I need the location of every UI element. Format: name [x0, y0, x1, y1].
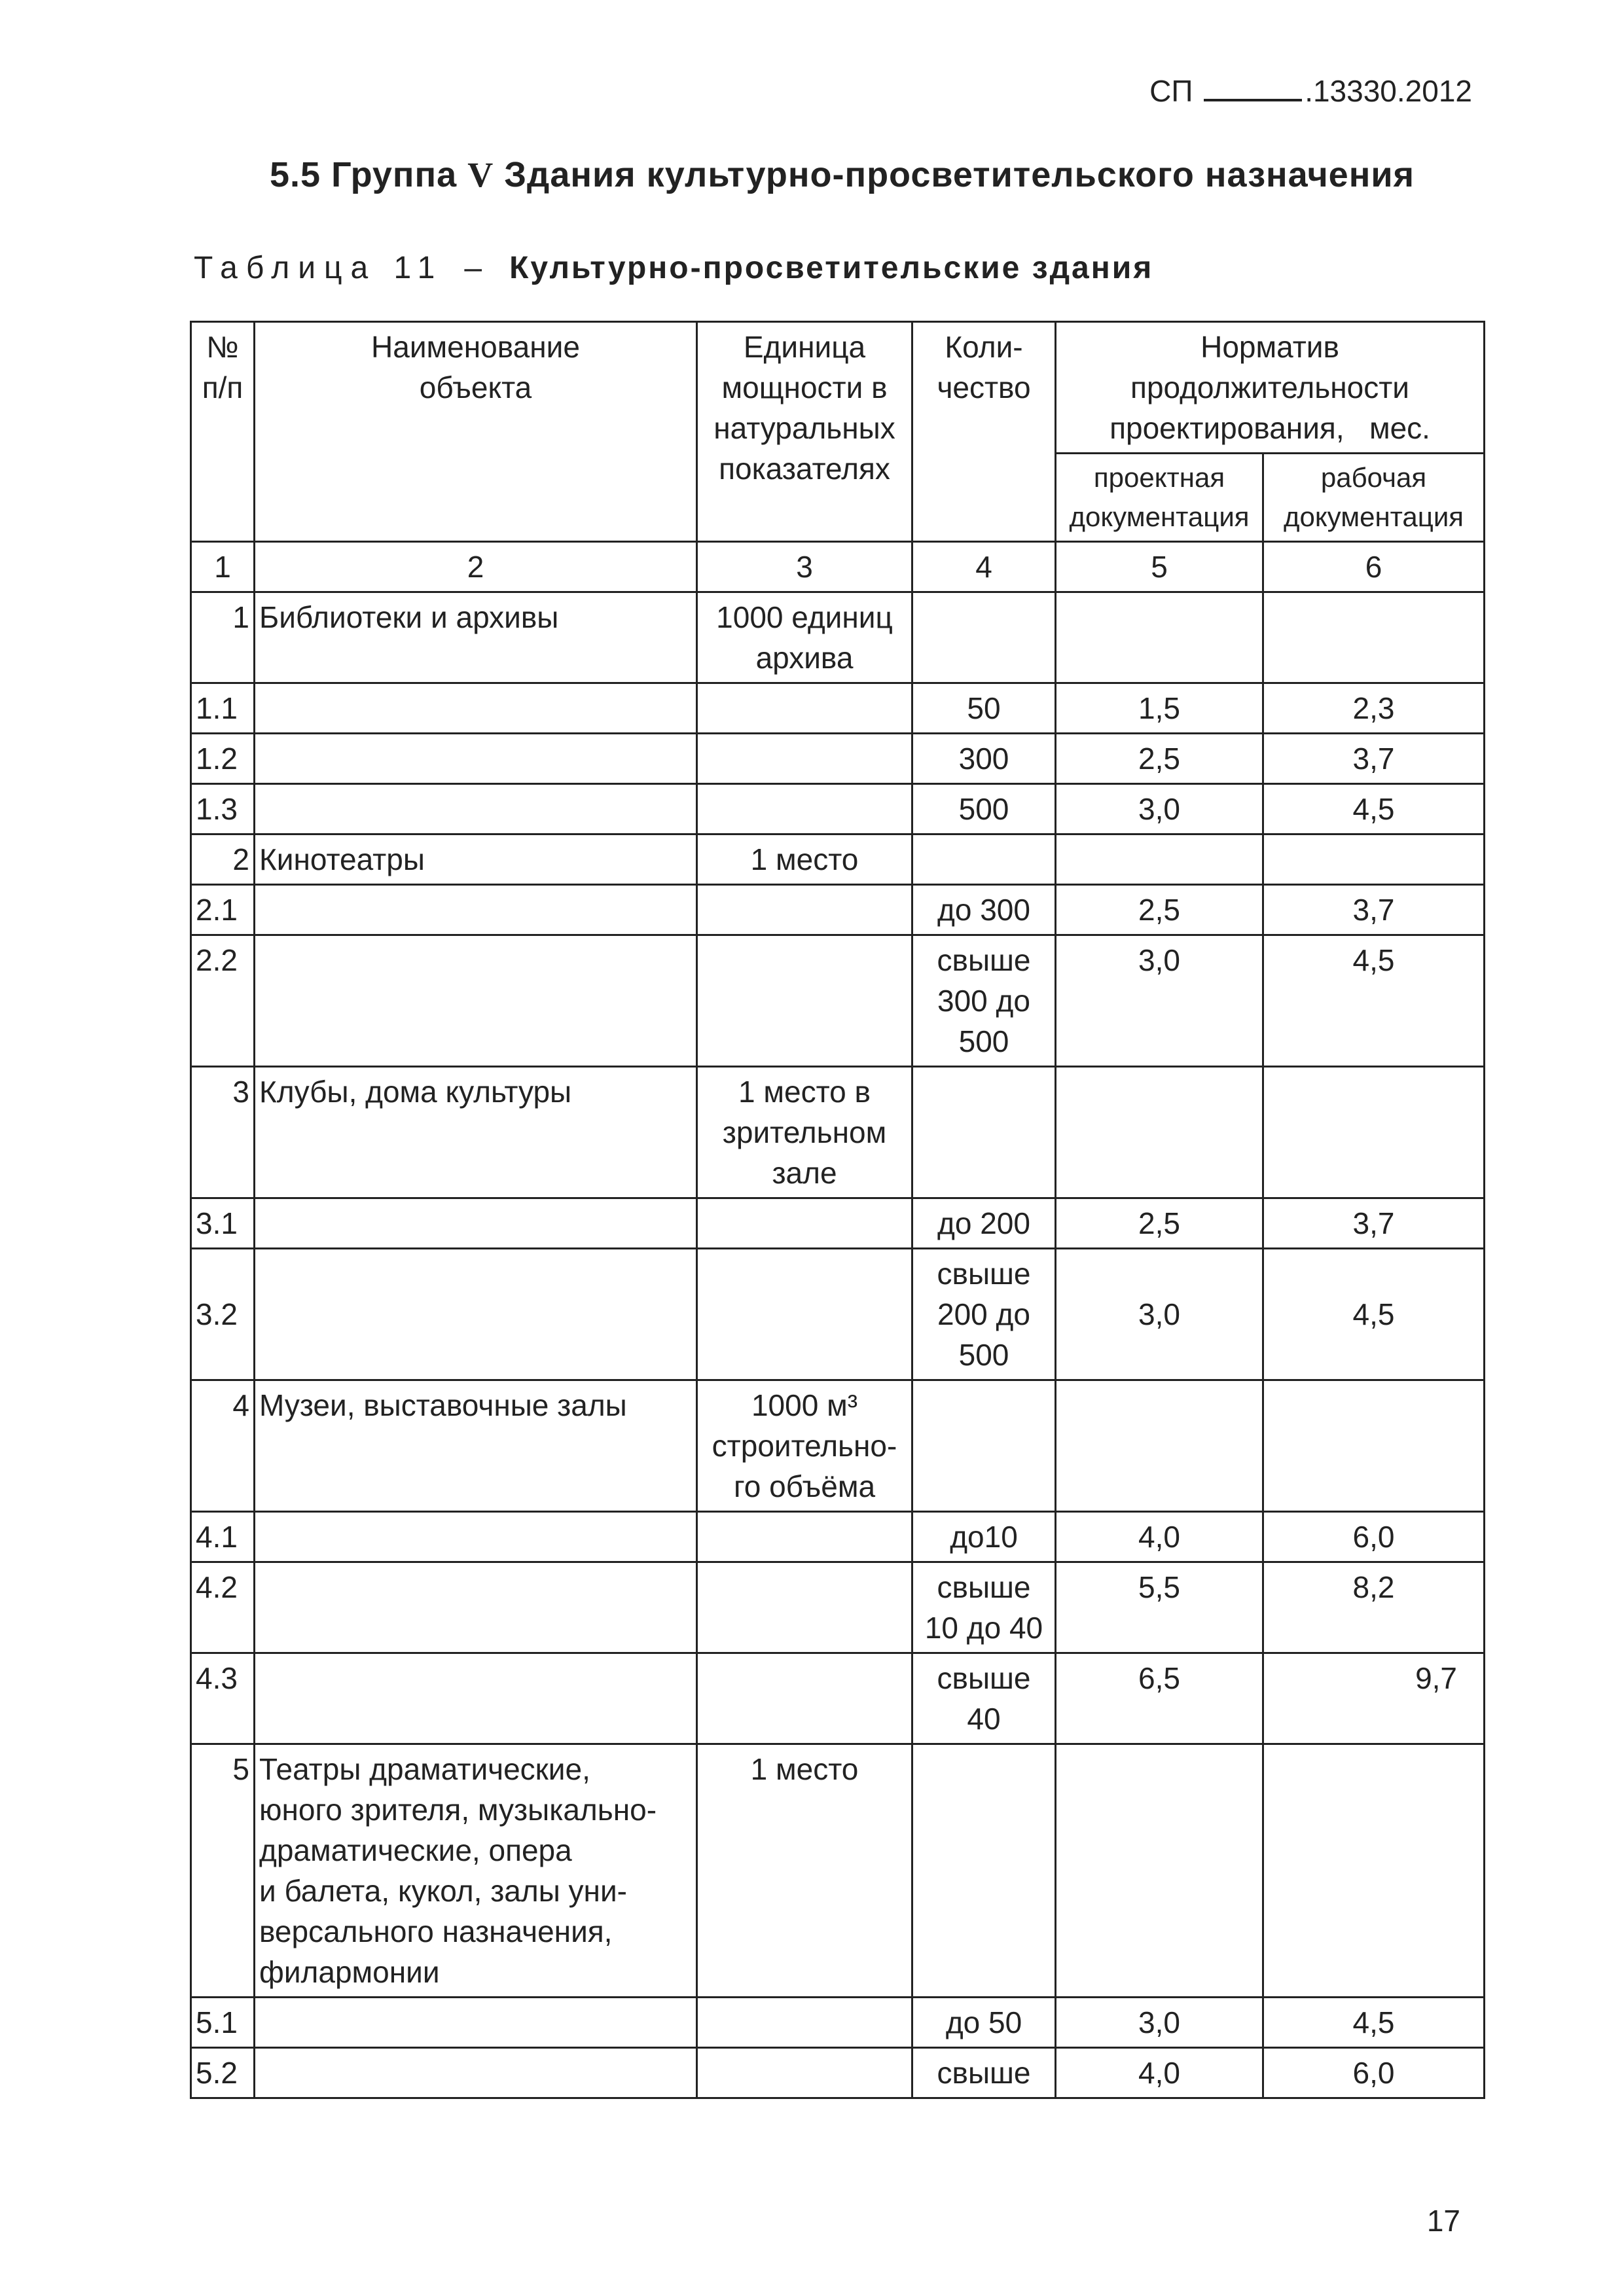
- cell-project-doc: [1056, 1380, 1263, 1512]
- cell-name: [255, 1198, 697, 1249]
- cell-line: зрительном: [722, 1115, 887, 1149]
- cell-name: [255, 1744, 697, 1998]
- cell-name: [255, 683, 697, 734]
- table-row: [191, 734, 1485, 784]
- cell-line: 500: [958, 1338, 1009, 1372]
- cell-no: 4.1: [191, 1512, 255, 1562]
- cell-unit: [697, 734, 912, 784]
- cell-project-doc: 6,5: [1056, 1653, 1263, 1744]
- header-qty: Коли- чество: [912, 322, 1056, 542]
- table-row: [191, 885, 1485, 935]
- cell-qty: [912, 1198, 1056, 1249]
- cell-no: 1.1: [191, 683, 255, 734]
- cell-name: [255, 592, 697, 683]
- cell-line: Библиотеки и архивы: [259, 600, 559, 634]
- cell-qty: [912, 784, 1056, 834]
- cell-line: свыше: [937, 2056, 1031, 2090]
- cell-work-doc: 4,5: [1263, 935, 1485, 1067]
- cell-name: [255, 1998, 697, 2048]
- cell-line: 300: [958, 742, 1009, 776]
- cell-name: [255, 784, 697, 834]
- cell-line: 1 место: [750, 1752, 859, 1786]
- column-number: 4: [912, 542, 1056, 592]
- cell-unit: [697, 1744, 912, 1998]
- cell-no: 1: [191, 592, 255, 683]
- table-row: [191, 1249, 1485, 1380]
- cell-line: 10 до 40: [924, 1611, 1043, 1645]
- table-row: [191, 1380, 1485, 1512]
- page-number: 17: [1426, 2204, 1460, 2238]
- header-work-doc: рабочая документация: [1263, 454, 1485, 542]
- cell-name: [255, 1380, 697, 1512]
- table-row: [191, 592, 1485, 683]
- cell-qty: [912, 1998, 1056, 2048]
- code-suffix: .13330.2012: [1305, 74, 1472, 108]
- cell-qty: [912, 1653, 1056, 1744]
- table-row: [191, 834, 1485, 885]
- cell-work-doc: 4,5: [1263, 1998, 1485, 2048]
- cell-name: [255, 834, 697, 885]
- header-norm: Норматив продолжительности проектирования, мес.: [1056, 322, 1485, 454]
- cell-line: 1000 единиц: [716, 600, 893, 634]
- cell-line: архива: [755, 641, 854, 675]
- cell-line: до 300: [937, 893, 1030, 927]
- cell-project-doc: 5,5: [1056, 1562, 1263, 1653]
- cell-unit: [697, 1512, 912, 1562]
- table-row: [191, 1067, 1485, 1198]
- cell-line: свыше: [937, 1257, 1031, 1291]
- table-row: [191, 1512, 1485, 1562]
- cell-work-doc: 6,0: [1263, 1512, 1485, 1562]
- cell-no: 5: [191, 1744, 255, 1998]
- cell-name: [255, 1512, 697, 1562]
- header-name: Наименование объекта: [255, 322, 697, 542]
- cell-line: строительно-: [712, 1429, 897, 1463]
- table-row: [191, 935, 1485, 1067]
- column-number: 3: [697, 542, 912, 592]
- cell-unit: [697, 1653, 912, 1744]
- cell-no: 1.2: [191, 734, 255, 784]
- cell-project-doc: 4,0: [1056, 1512, 1263, 1562]
- cell-qty: [912, 1512, 1056, 1562]
- cell-line: юного зрителя, музыкально-: [259, 1793, 657, 1827]
- cell-line: свыше: [937, 1661, 1031, 1695]
- cell-qty: [912, 592, 1056, 683]
- cell-work-doc: 2,3: [1263, 683, 1485, 734]
- cell-work-doc: 4,5: [1263, 784, 1485, 834]
- cell-unit: [697, 1998, 912, 2048]
- cell-name: [255, 935, 697, 1067]
- cell-line: 1 место: [750, 842, 859, 876]
- cell-project-doc: 3,0: [1056, 784, 1263, 834]
- column-number-row: [191, 542, 1485, 592]
- cell-work-doc: 6,0: [1263, 2048, 1485, 2098]
- table-caption-name: Культурно-просветительские здания: [509, 251, 1154, 285]
- cell-work-doc: [1263, 834, 1485, 885]
- cell-line: и балета, кукол, залы уни-: [259, 1874, 627, 1908]
- cell-qty: [912, 1067, 1056, 1198]
- header-project-doc: проектная документация: [1056, 454, 1263, 542]
- cell-project-doc: 3,0: [1056, 1249, 1263, 1380]
- cell-qty: [912, 885, 1056, 935]
- cell-no: 3.1: [191, 1198, 255, 1249]
- cell-project-doc: 3,0: [1056, 1998, 1263, 2048]
- section-title-end: Здания культурно-просветительского назначения: [494, 155, 1415, 194]
- cell-work-doc: [1263, 1380, 1485, 1512]
- cell-no: 4.3: [191, 1653, 255, 1744]
- cell-no: 5.1: [191, 1998, 255, 2048]
- cell-unit: [697, 935, 912, 1067]
- cell-work-doc: 9,7: [1263, 1653, 1485, 1744]
- table-row: [191, 1653, 1485, 1744]
- table-caption: [194, 250, 1153, 286]
- cell-line: филармонии: [259, 1955, 440, 1989]
- column-number: 6: [1263, 542, 1485, 592]
- cell-no: 5.2: [191, 2048, 255, 2098]
- cell-line: до 50: [945, 2005, 1022, 2039]
- cell-name: [255, 885, 697, 935]
- cell-qty: [912, 734, 1056, 784]
- cell-line: Клубы, дома культуры: [259, 1075, 572, 1109]
- table-row: [191, 784, 1485, 834]
- cell-work-doc: [1263, 1744, 1485, 1998]
- cell-work-doc: 4,5: [1263, 1249, 1485, 1380]
- code-blank-line: [1204, 79, 1302, 101]
- cell-project-doc: 3,0: [1056, 935, 1263, 1067]
- cell-no: 4: [191, 1380, 255, 1512]
- cell-line: свыше: [937, 943, 1031, 977]
- cell-line: 500: [958, 792, 1009, 826]
- table-row: [191, 683, 1485, 734]
- cell-line: Театры драматические,: [259, 1752, 590, 1786]
- cell-line: версального назначения,: [259, 1914, 613, 1948]
- cell-line: 40: [967, 1702, 1001, 1736]
- header-row-1: [191, 322, 1485, 454]
- cell-line: Музеи, выставочные залы: [259, 1388, 627, 1422]
- cell-work-doc: [1263, 592, 1485, 683]
- cell-qty: [912, 834, 1056, 885]
- cell-project-doc: [1056, 592, 1263, 683]
- cell-line: драматические, опера: [259, 1833, 572, 1867]
- cell-work-doc: 3,7: [1263, 734, 1485, 784]
- cell-unit: [697, 885, 912, 935]
- document-code: [1149, 73, 1472, 109]
- table-caption-dash: –: [464, 251, 482, 285]
- cell-unit: [697, 592, 912, 683]
- section-roman-numeral: V: [467, 155, 494, 194]
- cell-unit: [697, 1249, 912, 1380]
- cell-line: 300 до: [937, 984, 1030, 1018]
- header-no: № п/п: [191, 322, 255, 542]
- column-number: 2: [255, 542, 697, 592]
- cell-name: [255, 2048, 697, 2098]
- cell-name: [255, 1562, 697, 1653]
- cell-line: до10: [950, 1520, 1018, 1554]
- cell-unit: [697, 1198, 912, 1249]
- cell-name: [255, 734, 697, 784]
- header-unit: Единица мощности в натуральных показателях: [697, 322, 912, 542]
- cell-qty: [912, 1744, 1056, 1998]
- cell-project-doc: 2,5: [1056, 734, 1263, 784]
- column-number: 5: [1056, 542, 1263, 592]
- column-number: 1: [191, 542, 255, 592]
- cell-no: 3: [191, 1067, 255, 1198]
- table-row: [191, 2048, 1485, 2098]
- cell-no: 2.2: [191, 935, 255, 1067]
- cell-project-doc: 2,5: [1056, 1198, 1263, 1249]
- cell-unit: [697, 784, 912, 834]
- cell-line: 1 место в: [738, 1075, 871, 1109]
- cell-project-doc: [1056, 834, 1263, 885]
- cell-line: Кинотеатры: [259, 842, 425, 876]
- cell-qty: [912, 1562, 1056, 1653]
- section-title: [270, 154, 1415, 195]
- cell-line: 200 до: [937, 1297, 1030, 1331]
- cell-qty: [912, 935, 1056, 1067]
- cell-name: [255, 1249, 697, 1380]
- table-row: [191, 1562, 1485, 1653]
- code-prefix: СП: [1149, 74, 1193, 108]
- cell-line: го объёма: [733, 1469, 876, 1503]
- cell-project-doc: [1056, 1067, 1263, 1198]
- cell-no: 3.2: [191, 1249, 255, 1380]
- cell-line: свыше: [937, 1570, 1031, 1604]
- cell-work-doc: 3,7: [1263, 1198, 1485, 1249]
- cell-line: 1000 м³: [751, 1388, 858, 1422]
- cell-work-doc: 3,7: [1263, 885, 1485, 935]
- cell-unit: [697, 834, 912, 885]
- cell-no: 2.1: [191, 885, 255, 935]
- section-title-start: 5.5 Группа: [270, 155, 468, 194]
- cell-work-doc: [1263, 1067, 1485, 1198]
- cell-qty: [912, 683, 1056, 734]
- table-row: [191, 1998, 1485, 2048]
- cell-project-doc: 4,0: [1056, 2048, 1263, 2098]
- cell-project-doc: [1056, 1744, 1263, 1998]
- cell-qty: [912, 1249, 1056, 1380]
- table-row: [191, 1744, 1485, 1998]
- cell-no: 4.2: [191, 1562, 255, 1653]
- cell-line: зале: [772, 1156, 837, 1190]
- table-caption-label: Таблица 11: [194, 251, 444, 285]
- cell-unit: [697, 1067, 912, 1198]
- cell-line: 50: [967, 691, 1001, 725]
- cell-project-doc: 2,5: [1056, 885, 1263, 935]
- cell-unit: [697, 683, 912, 734]
- cell-line: до 200: [937, 1206, 1030, 1240]
- cell-no: 1.3: [191, 784, 255, 834]
- cell-project-doc: 1,5: [1056, 683, 1263, 734]
- cell-unit: [697, 1380, 912, 1512]
- cell-name: [255, 1067, 697, 1198]
- cell-qty: [912, 1380, 1056, 1512]
- cell-no: 2: [191, 834, 255, 885]
- cell-unit: [697, 2048, 912, 2098]
- cell-name: [255, 1653, 697, 1744]
- cell-unit: [697, 1562, 912, 1653]
- cell-work-doc: 8,2: [1263, 1562, 1485, 1653]
- cell-line: 500: [958, 1024, 1009, 1058]
- norms-table: [190, 321, 1485, 2099]
- table-row: [191, 1198, 1485, 1249]
- cell-qty: [912, 2048, 1056, 2098]
